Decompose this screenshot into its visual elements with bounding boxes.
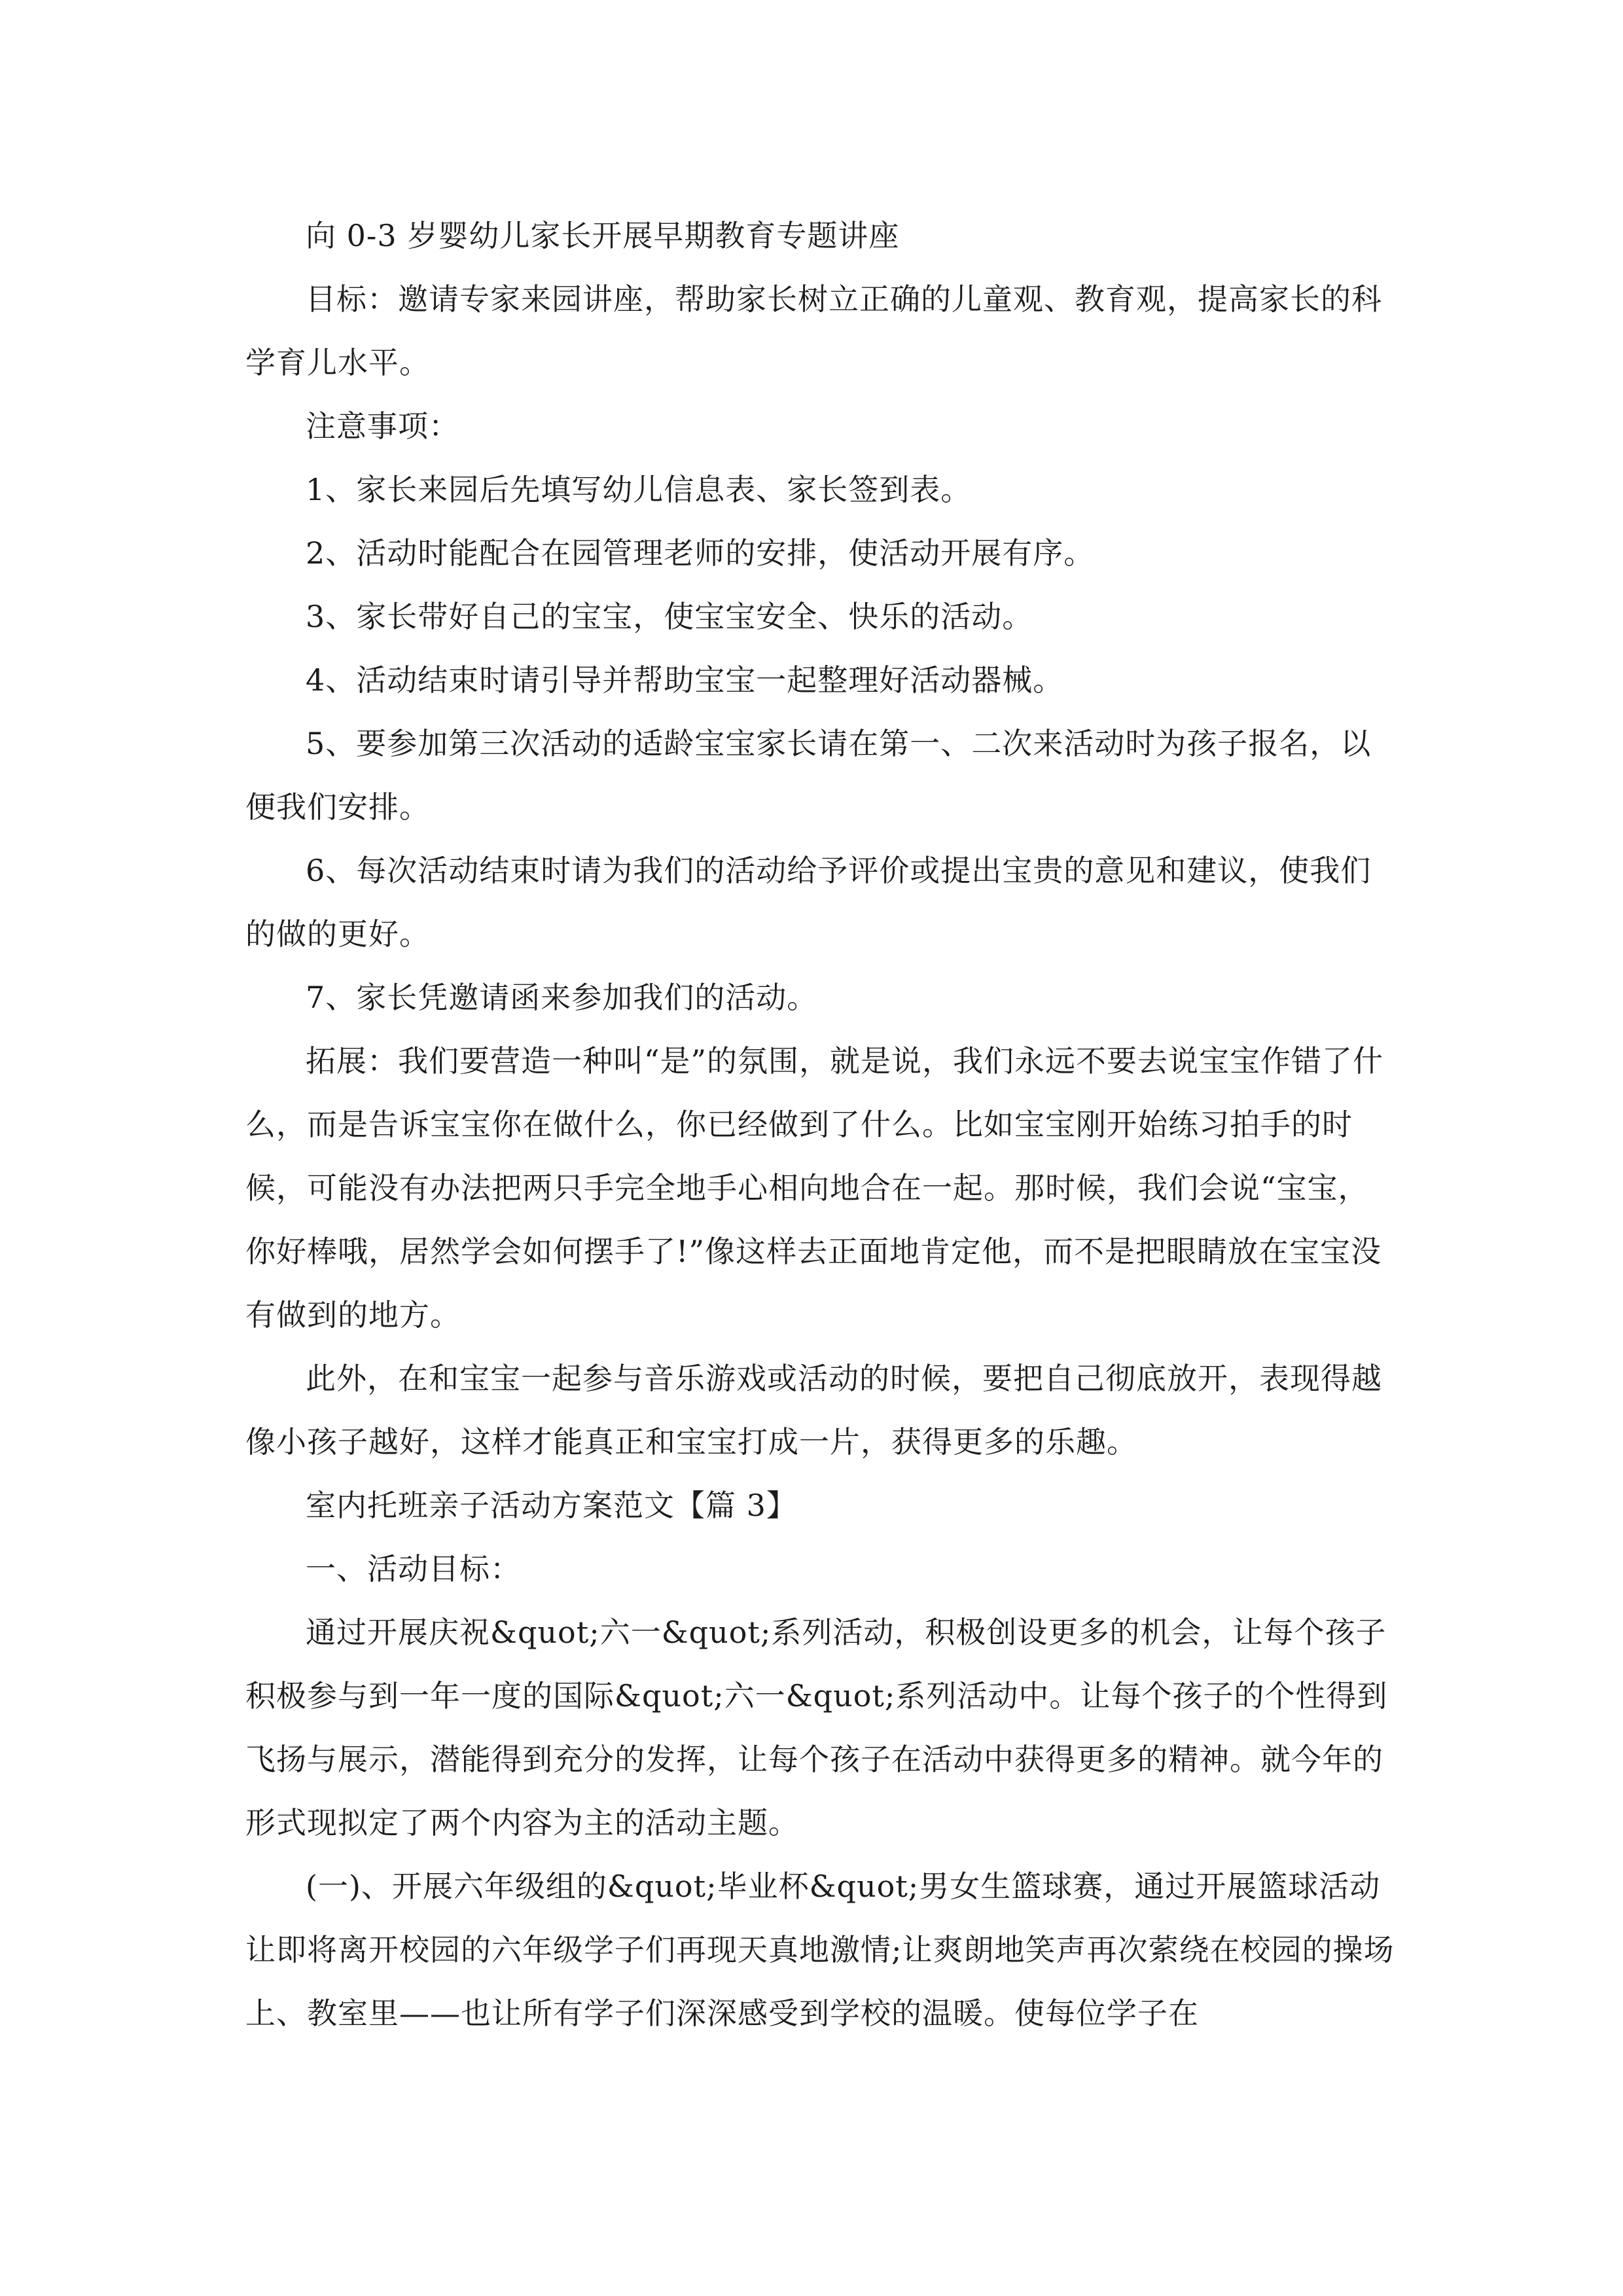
note-item-4: 4、活动结束时请引导并帮助宝宝一起整理好活动器械。	[306, 662, 1064, 698]
goal-paragraph: 目标：邀请专家来园讲座，帮助家长树立正确的儿童观、教育观，提高家长的科学育儿水平。	[245, 281, 1382, 380]
note-item-3: 3、家长带好自己的宝宝，使宝宝安全、快乐的活动。	[306, 599, 1033, 634]
note-item-1: 1、家长来园后先填写幼儿信息表、家长签到表。	[306, 472, 972, 507]
activity-goals-paragraph: 通过开展庆祝&quot;六一&quot;系列活动，积极创设更多的机会，让每个孩子积极参与到一年一度的国际&quot;六一&quot;系列活动中。让每个孩子的个性得到飞扬与展示，潜能得到充分的发挥，让每个孩子在活动中获得更多的精神。就今年的形式现拟定了两个内容为主的活动主题。	[245, 1615, 1388, 1840]
basketball-paragraph: (一)、开展六年级组的&quot;毕业杯&quot;男女生篮球赛，通过开展篮球活动让即将离开校园的六年级学子们再现天真地激情;让爽朗地笑声再次萦绕在校园的操场上、教室里——也让所有学子们深深感受到学校的温暖。使每位学子在	[245, 1869, 1395, 2031]
note-item-2: 2、活动时能配合在园管理老师的安排，使活动开展有序。	[306, 535, 1095, 571]
activity-goals-heading: 一、活动目标：	[306, 1551, 521, 1587]
document-body	[245, 204, 1397, 2045]
note-item-7: 7、家长凭邀请函来参加我们的活动。	[306, 980, 818, 1015]
additional-paragraph: 此外，在和宝宝一起参与音乐游戏或活动的时候，要把自己彻底放开，表现得越像小孩子越好，这样才能真正和宝宝打成一片，获得更多的乐趣。	[245, 1361, 1382, 1460]
notes-heading: 注意事项：	[306, 408, 459, 444]
lecture-heading: 向 0-3 岁婴幼儿家长开展早期教育专题讲座	[306, 218, 900, 253]
note-item-5: 5、要参加第三次活动的适龄宝宝家长请在第一、二次来活动时为孩子报名，以便我们安排。	[245, 726, 1372, 825]
extension-paragraph: 拓展：我们要营造一种叫“是”的氛围，就是说，我们永远不要去说宝宝作错了什么，而是告诉宝宝你在做什么，你已经做到了什么。比如宝宝刚开始练习拍手的时候，可能没有办法把两只手完全地手心相向地合在一起。那时候，我们会说“宝宝，你好棒哦，居然学会如何摆手了!”像这样去正面地肯定他，而不是把眼睛放在宝宝没有做到的地方。	[245, 1043, 1384, 1333]
note-item-6: 6、每次活动结束时请为我们的活动给予评价或提出宝贵的意见和建议，使我们的做的更好。	[245, 853, 1372, 952]
section-title: 室内托班亲子活动方案范文【篇 3】	[306, 1488, 797, 1523]
